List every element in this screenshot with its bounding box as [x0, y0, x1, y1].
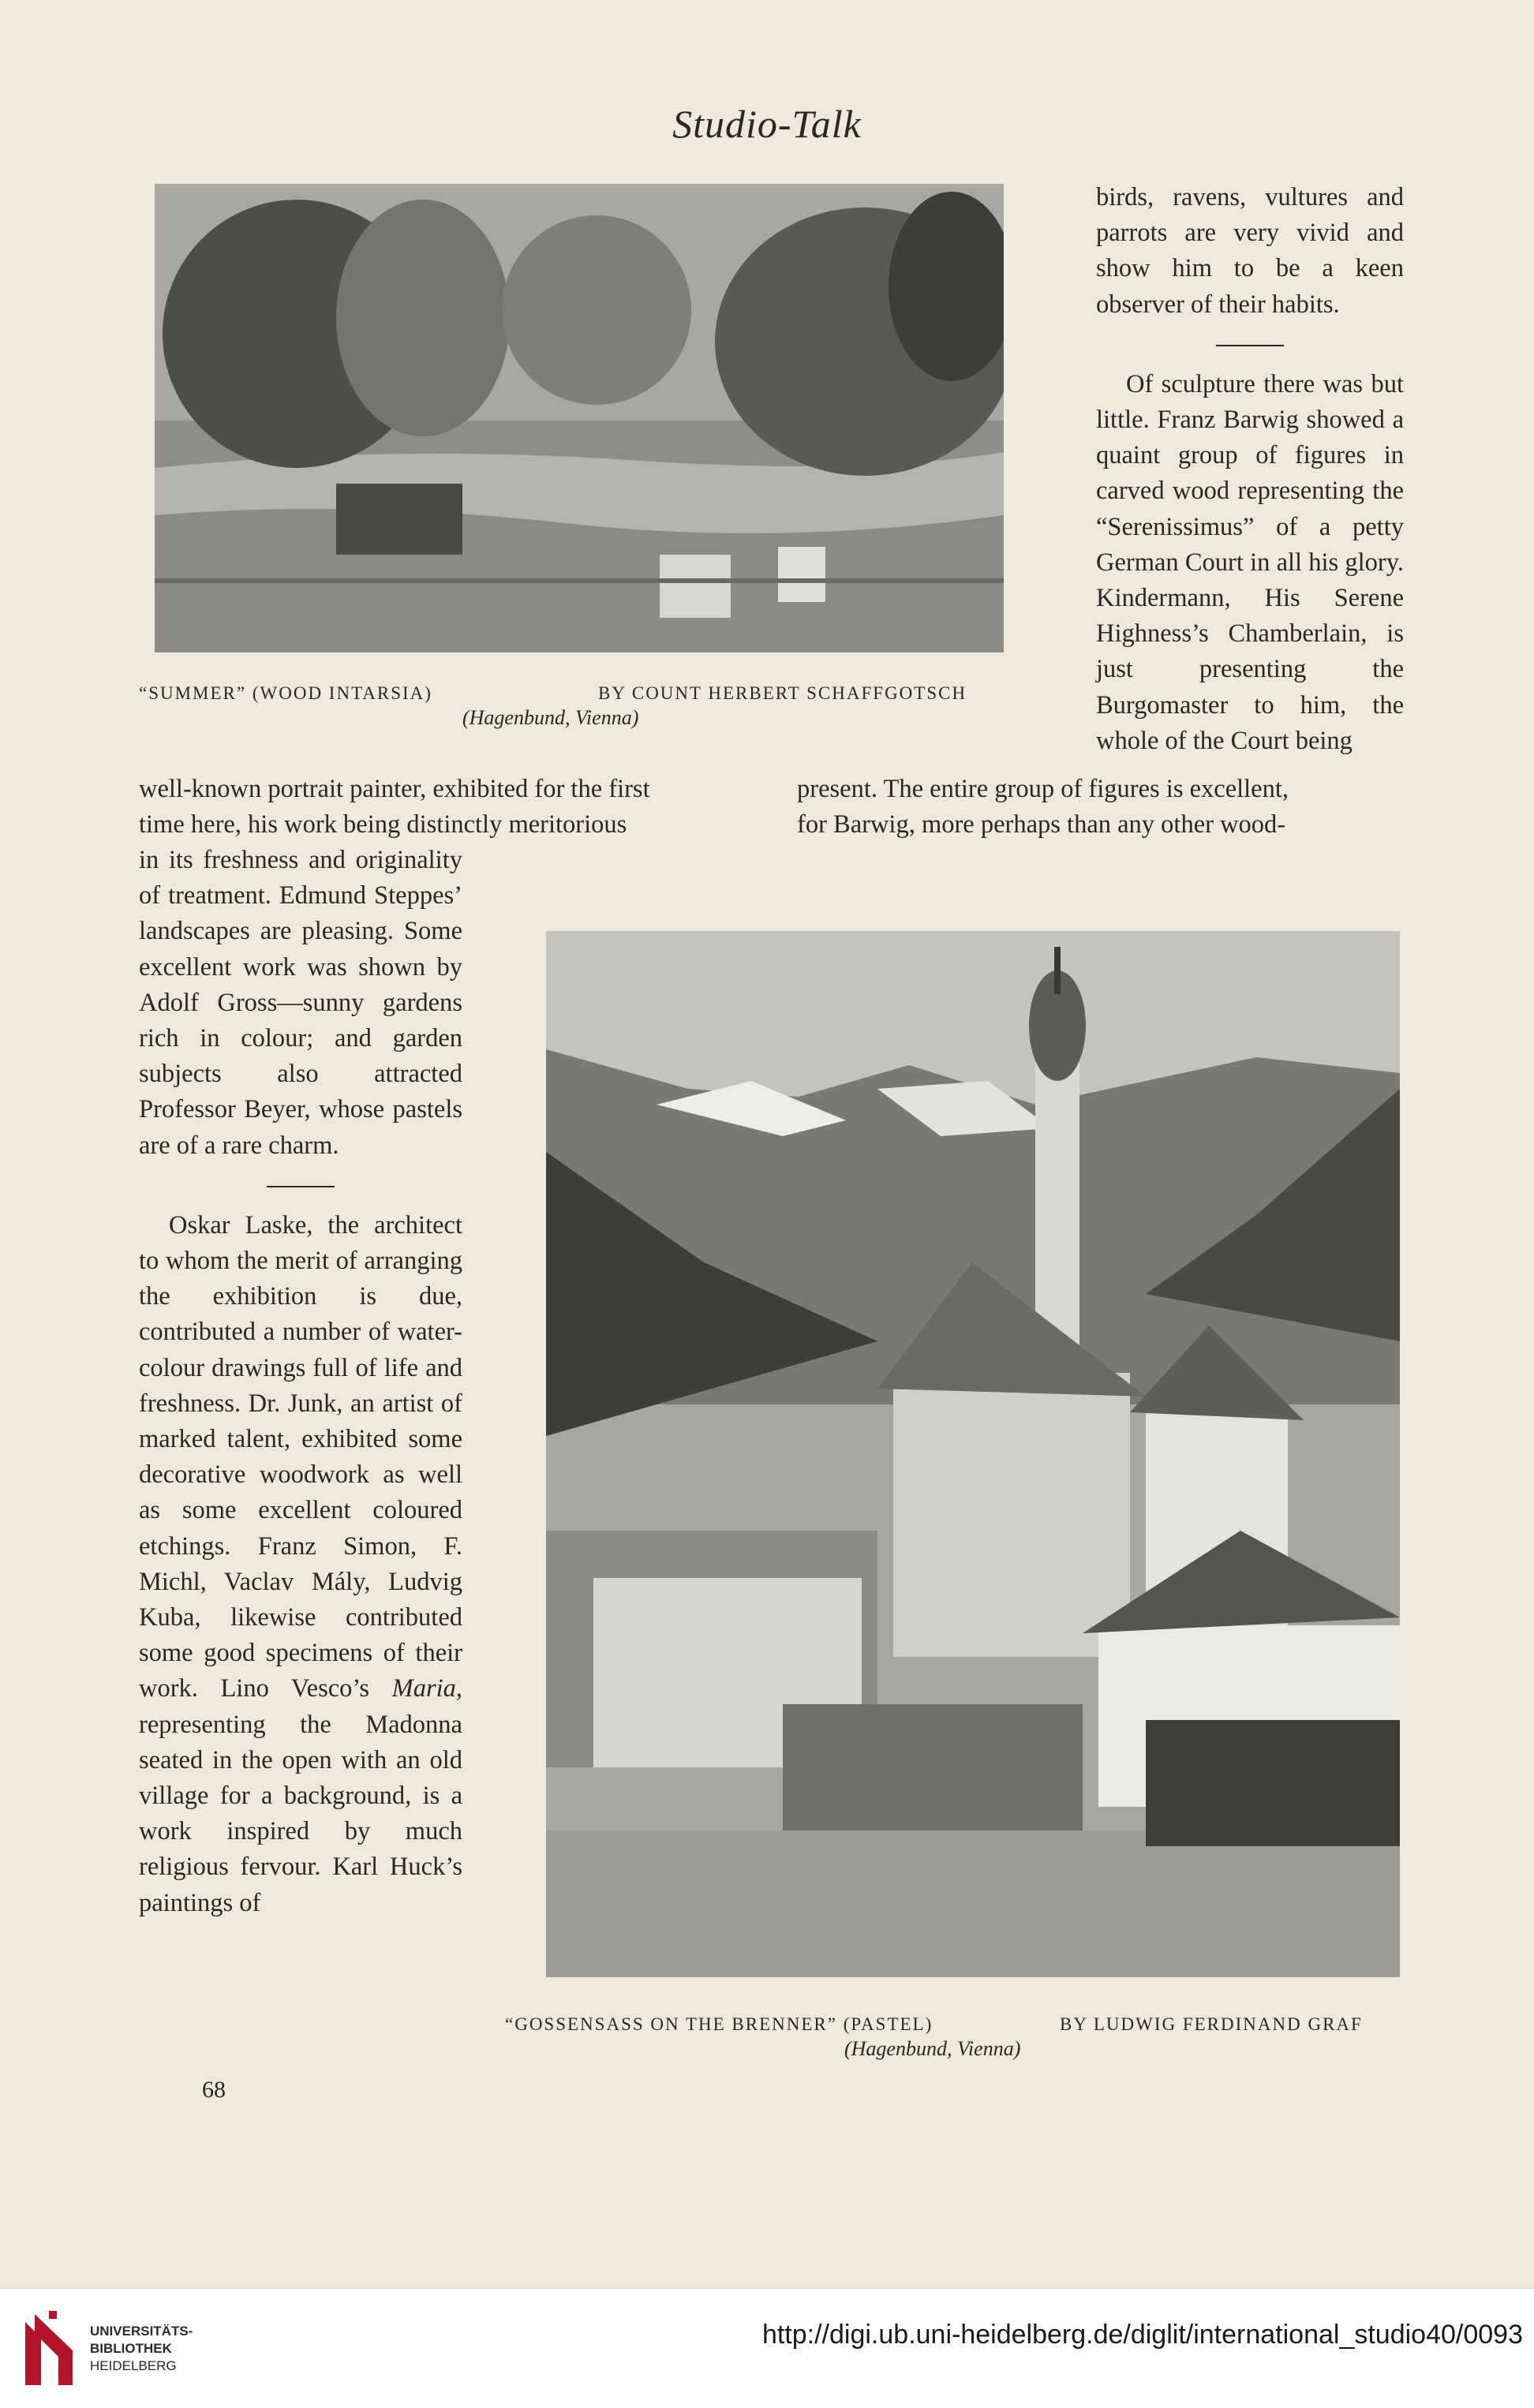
logo-line-3: HEIDELBERG [90, 2358, 177, 2373]
summer-intarsia-plate [155, 184, 1004, 652]
wide-line-right-2: for Barwig, more perhaps than any other wood- [797, 810, 1286, 839]
wide-line-left-1: well-known portrait painter, exhibited for the first [139, 775, 650, 803]
paragraph-sculpture: Of sculpture there was but little. Franz Barwig showed a quaint group of figures in carved wood representing the “Serenissimus” of a petty German Court in all his glory. Kindermann, His Serene Highness’s Chamberlain, is just presenting the Burgomaster to him, the whole of the Court being [1096, 369, 1404, 755]
right-top-column [1096, 180, 1404, 759]
wide-line-right-1: present. The entire group of figures is excellent, [797, 775, 1289, 803]
paragraph-freshness: in its freshness and originality of treatment. Edmund Steppes’ landscapes are pleasing. Some excellent work was shown by Adolf Gross—sunny gardens rich in colour; and garden subjects also attracted Professor Beyer, whose pastels are of a rare charm. [139, 846, 462, 1160]
summer-caption-artist: BY COUNT HERBERT SCHAFFGOTSCH [598, 683, 967, 703]
logo-line-2: BIBLIOTHEK [90, 2341, 172, 2356]
page-number: 68 [202, 2077, 226, 2103]
summer-caption-source: (Hagenbund, Vienna) [462, 706, 639, 729]
running-head: Studio-Talk [672, 102, 862, 146]
paragraph-laske [139, 1208, 462, 1921]
section-divider [1216, 345, 1284, 346]
gossensass-pastel-image [546, 931, 1400, 1977]
source-url-link[interactable]: http://digi.ub.uni-heidelberg.de/diglit/international_studio40/0093 [761, 2320, 1523, 2350]
section-divider-left [267, 1186, 335, 1187]
gossensass-caption-source: (Hagenbund, Vienna) [844, 2037, 1021, 2060]
library-logo-icon [17, 2306, 82, 2388]
gossensass-caption-artist: BY LUDWIG FERDINAND GRAF [1060, 2014, 1363, 2034]
laske-text: Oskar Laske, the architect to whom the merit of arranging the exhibition is due, contributed a number of water-colour drawings full of life and freshness. Dr. Junk, an artist of marked talent, exhibited some decorative woodwork as well as some excellent coloured etchings. Franz Simon, F. Michl, Vaclav Mály, Ludvig Kuba, likewise contributed some good specimens of their work. Lino Vesco’s [139, 1210, 462, 1703]
summer-intarsia-image [155, 184, 1004, 652]
wide-line-left-2: time here, his work being distinctly meritorious [139, 810, 627, 839]
gossensass-pastel-plate [546, 931, 1400, 1977]
summer-caption-title: “SUMMER” (WOOD INTARSIA) [139, 683, 432, 703]
library-logo-text [90, 2323, 193, 2375]
paragraph-birds: birds, ravens, vultures and parrots are very vivid and show him to be a keen observer of their habits. [1096, 183, 1404, 319]
maria-title: Maria [391, 1674, 456, 1703]
laske-text-end: , representing the Madonna seated in the open with an old village for a background, is a work inspired by much religious fervour. Karl Huck’s paintings of [139, 1674, 462, 1917]
left-column [139, 843, 462, 1921]
logo-line-1: UNIVERSITÄTS- [90, 2324, 193, 2339]
gossensass-caption-title: “GOSSENSASS ON THE BRENNER” (PASTEL) [505, 2014, 933, 2034]
